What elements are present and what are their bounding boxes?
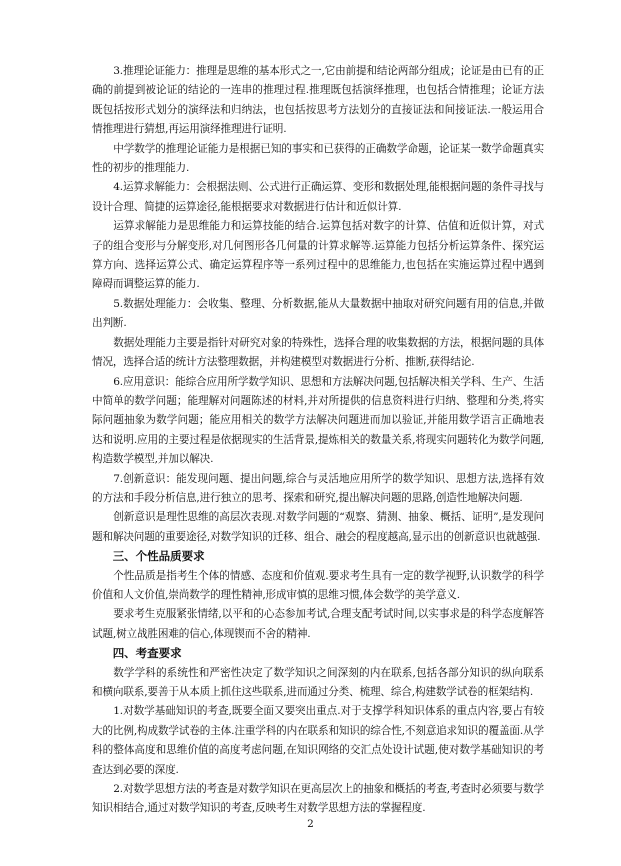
paragraph-assessment-intro: 数学学科的系统性和严密性决定了数学知识之间深刻的内在联系,包括各部分知识的纵向联系和横向联系,要善于从本质上抓住这些联系,进而通过分类、梳理、综合,构建数学试卷的框架结构. bbox=[92, 666, 544, 698]
page-content bbox=[92, 62, 544, 819]
page-number: 2 bbox=[307, 818, 314, 830]
paragraph-assessment-basics: 1.对数学基础知识的考查,既要全面又要突出重点.对于支撑学科知识体系的重点内容,要占有较大的比例,构成数学试卷的主体.注重学科的内在联系和知识的综合性,不刻意追求知识的覆盖面.从学科的整体高度和思维价值的高度考虑问题,在知识网络的交汇点处设计试题,使对数学基础知识的考查达到必要的深度. bbox=[92, 705, 544, 776]
paragraph-data-processing-definition: 数据处理能力主要是指针对研究对象的特殊性，选择合理的收集数据的方法，根据问题的具体情况，选择合适的统计方法整理数据，并构建模型对数据进行分析、推断,获得结论. bbox=[92, 336, 544, 369]
section-heading-assessment-requirements: 四、考查要求 bbox=[112, 646, 182, 661]
paragraph-computation-definition: 运算求解能力是思维能力和运算技能的结合.运算包括对数字的计算、估值和近似计算，对式子的组合变形与分解变形,对几何图形各几何量的计算求解等.运算能力包括分析运算条件、探究运算方向、选择运算公式、确定运算程序等一系列过程中的思维能力,也包括在实施运算过程中遇到障碍而调整运算的能力. bbox=[92, 220, 544, 291]
paragraph-personal-quality-2: 要求考生克服紧张情绪,以平和的心态参加考试,合理支配考试时间,以实事求是的科学态度解答试题,树立战胜困难的信心,体现锲而不舍的精神. bbox=[92, 608, 544, 640]
paragraph-innovation-definition: 创新意识是理性思维的高层次表现.对数学问题的“观察、猜测、抽象、概括、证明”,是发现问题和解决问题的重要途径,对数学知识的迁移、组合、融会的程度越高,显示出的创新意识也就越强. bbox=[92, 511, 544, 543]
paragraph-reasoning-definition: 中学数学的推理论证能力是根据已知的事实和已获得的正确数学命题，论证某一数学命题真实性的初步的推理能力. bbox=[92, 142, 544, 175]
paragraph-personal-quality-1: 个性品质是指考生个体的情感、态度和价值观.要求考生具有一定的数学视野,认识数学的科学价值和人文价值,崇尚数学的理性精神,形成审慎的思维习惯,体会数学的美学意义. bbox=[92, 569, 544, 601]
paragraph-reasoning-ability: 3.推理论证能力：推理是思维的基本形式之一,它由前提和结论两部分组成；论证是由已有的正确的前提到被论证的结论的一连串的推理过程.推理既包括演绎推理，也包括合情推理；论证方法既包括按形式划分的演绎法和归纳法，也包括按思考方法划分的直接证法和间接证法.一般运用合情推理进行猜想,再运用演绎推理进行证明. bbox=[92, 65, 544, 136]
paragraph-innovation-awareness: 7.创新意识：能发现问题、提出问题,综合与灵活地应用所学的数学知识、思想方法,选择有效的方法和手段分析信息,进行独立的思考、探索和研究,提出解决问题的思路,创造性地解决问题. bbox=[92, 472, 544, 504]
section-heading-personal-quality: 三、个性品质要求 bbox=[112, 549, 205, 564]
paragraph-application-awareness: 6.应用意识：能综合应用所学数学知识、思想和方法解决问题,包括解决相关学科、生产、生活中简单的数学问题；能理解对问题陈述的材料,并对所提供的信息资料进行归纳、整理和分类,将实际问题抽象为数学问题；能应用相关的数学方法解决问题进而加以验证,并能用数学语言正确地表达和说明.应用的主要过程是依据现实的生活背景,提炼相关的数量关系,将现实问题转化为数学问题,构造数学模型,并加以解决. bbox=[92, 375, 544, 466]
paragraph-computation-ability: 4.运算求解能力：会根据法则、公式进行正确运算、变形和数据处理,能根据问题的条件寻找与设计合理、简捷的运算途径,能根据要求对数据进行估计和近似计算. bbox=[92, 181, 544, 213]
paragraph-data-processing-ability: 5.数据处理能力：会收集、整理、分析数据,能从大量数据中抽取对研究问题有用的信息,并做出判断. bbox=[92, 297, 544, 330]
paragraph-assessment-methods: 2.对数学思想方法的考查是对数学知识在更高层次上的抽象和概括的考查,考查时必须要与数学知识相结合,通过对数学知识的考查,反映考生对数学思想方法的掌握程度. bbox=[92, 783, 544, 815]
